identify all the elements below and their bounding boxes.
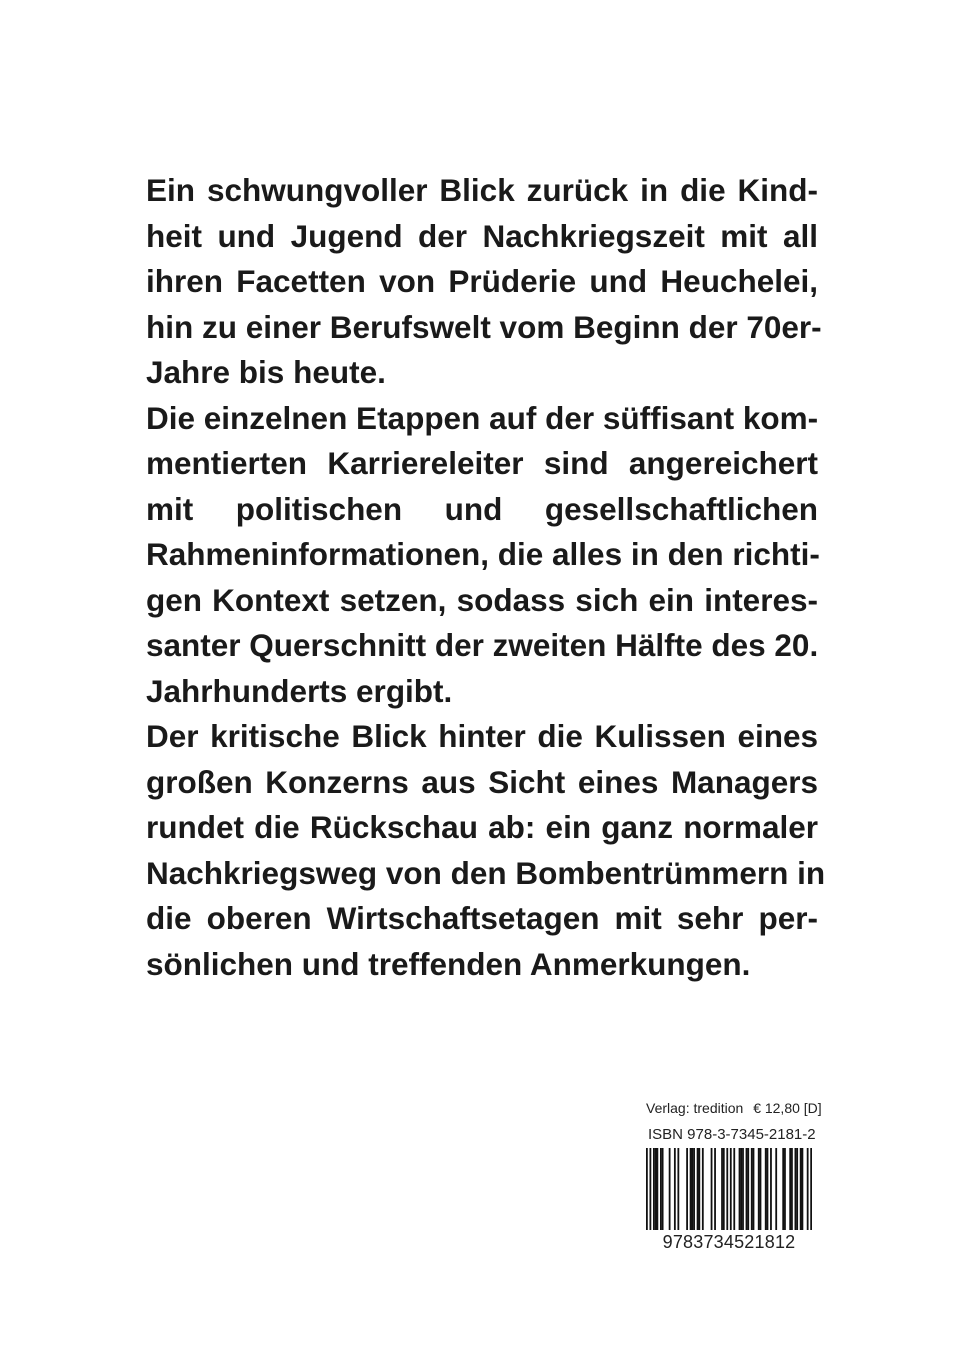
- barcode-bar: [656, 1148, 658, 1230]
- barcode-bar: [646, 1148, 648, 1230]
- barcode-bar: [691, 1148, 693, 1230]
- barcode-bar: [802, 1148, 804, 1230]
- barcode-bar: [649, 1148, 651, 1230]
- barcode-bar: [747, 1148, 749, 1230]
- isbn-label: ISBN 978-3-7345-2181-2: [648, 1126, 816, 1143]
- barcode-bar: [733, 1148, 735, 1230]
- blurb-line: großen Konzerns aus Sicht eines Managers: [146, 763, 818, 800]
- barcode-bar: [660, 1148, 662, 1230]
- barcode-bar: [796, 1148, 798, 1230]
- blurb-line: Jahrhunderts ergibt.: [146, 672, 453, 709]
- blurb-line: mentierten Karriereleiter sind angereichert: [146, 445, 818, 481]
- barcode-bar: [693, 1148, 695, 1230]
- barcode-bar: [690, 1148, 692, 1230]
- blurb-line: rundet die Rückschau ab: ein ganz normaler: [146, 809, 818, 845]
- barcode-bar: [746, 1148, 748, 1230]
- blurb-line: Jahre bis heute.: [146, 354, 386, 390]
- blurb-line: ihren Facetten von Prüderie und Heuchelei,: [146, 263, 818, 299]
- blurb-line: die oberen Wirtschaftsetagen mit sehr per-: [146, 900, 818, 936]
- barcode-bar: [698, 1148, 700, 1230]
- barcode-bar: [810, 1148, 812, 1230]
- barcode-bar: [784, 1148, 786, 1230]
- blurb-line: heit und Jugend der Nachkriegszeit mit all: [146, 217, 818, 254]
- barcode-bar: [758, 1148, 760, 1230]
- barcode-bar: [730, 1148, 732, 1230]
- barcode-bar: [782, 1148, 784, 1230]
- blurb-line: Der kritische Blick hinter die Kulissen eines: [146, 718, 818, 754]
- barcode-bar: [742, 1148, 744, 1230]
- barcode-bar: [807, 1148, 809, 1230]
- barcode-bar: [655, 1148, 657, 1230]
- blurb-line: gen Kontext setzen, sodass sich ein interes-: [146, 581, 818, 618]
- publisher-label: Verlag: tredition: [646, 1100, 744, 1116]
- barcode-bar: [760, 1148, 762, 1230]
- barcode-bar: [677, 1148, 679, 1230]
- barcode-bar: [669, 1148, 671, 1230]
- blurb-line: Rahmeninformationen, die alles in den richti-: [146, 536, 820, 572]
- barcode-bar: [686, 1148, 688, 1230]
- barcode-bar: [775, 1148, 777, 1230]
- barcode-bar: [795, 1148, 797, 1230]
- blurb-line: Ein schwungvoller Blick zurück in die Kind-: [146, 172, 818, 208]
- publisher-price-line: [646, 1100, 826, 1116]
- barcode-bar: [653, 1148, 655, 1230]
- barcode-bar: [662, 1148, 664, 1230]
- barcode-bar: [711, 1148, 713, 1230]
- barcode-bar: [770, 1148, 772, 1230]
- blurb-line: sönlichen und treffenden Anmerkungen.: [146, 945, 751, 982]
- blurb-line: mit politischen und gesellschaftlichen: [146, 490, 818, 527]
- barcode-icon: [646, 1148, 812, 1230]
- barcode-bar: [721, 1148, 723, 1230]
- barcode-bar: [702, 1148, 704, 1230]
- price-label: € 12,80 [D]: [753, 1100, 822, 1116]
- barcode-bar: [714, 1148, 716, 1230]
- barcode-bar: [674, 1148, 676, 1230]
- barcode-bar: [791, 1148, 793, 1230]
- barcode-bar: [753, 1148, 755, 1230]
- blurb-line: hin zu einer Berufswelt vom Beginn der 70er-: [146, 308, 822, 345]
- barcode-bar: [697, 1148, 699, 1230]
- barcode-bar: [723, 1148, 725, 1230]
- barcode-number: 9783734521812: [662, 1232, 796, 1252]
- barcode-bar: [751, 1148, 753, 1230]
- barcode-bar: [739, 1148, 741, 1230]
- barcode-bar: [800, 1148, 802, 1230]
- barcode-bar: [740, 1148, 742, 1230]
- blurb-line: santer Querschnitt der zweiten Hälfte des 20.: [146, 627, 819, 663]
- barcode-bar: [726, 1148, 728, 1230]
- blurb-text: [146, 168, 826, 987]
- barcode-bar: [789, 1148, 791, 1230]
- barcode-bar: [765, 1148, 767, 1230]
- barcode-bar: [767, 1148, 769, 1230]
- blurb-line: Die einzelnen Etappen auf der süffisant kom-: [146, 399, 819, 436]
- blurb-line: Nachkriegsweg von den Bombentrümmern in: [146, 854, 826, 891]
